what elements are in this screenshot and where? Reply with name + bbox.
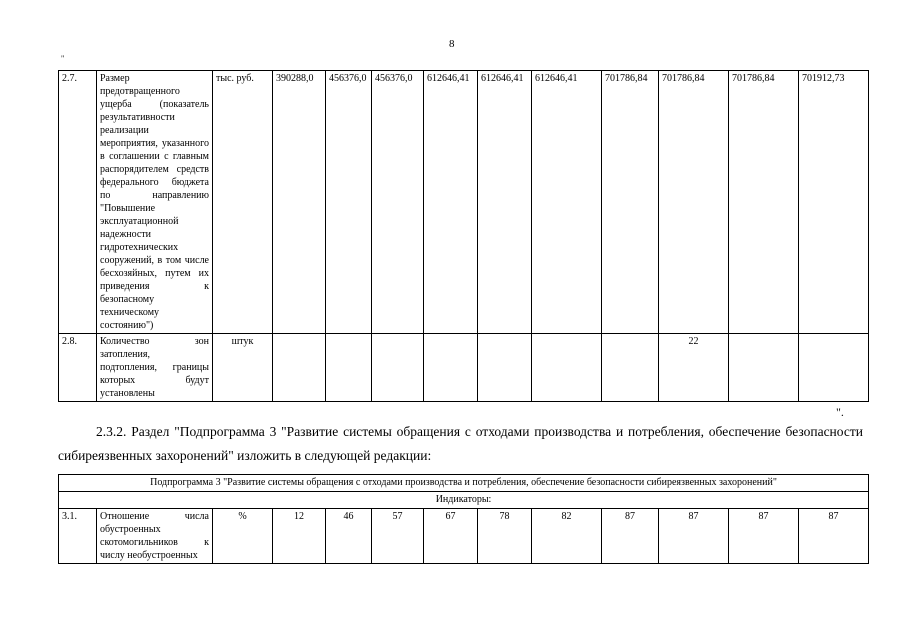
amendment-paragraph: 2.3.2. Раздел "Подпрограмма 3 "Развитие системы обращения с отходами производства и потребления, обеспечение безопасности сибиреязвенных захоронений" изложить в следующей редакции: bbox=[58, 424, 863, 463]
value-cell: 67 bbox=[424, 509, 478, 564]
table-header-row bbox=[59, 475, 869, 492]
value-cell: 701786,84 bbox=[659, 71, 729, 334]
unit-cell: % bbox=[213, 509, 273, 564]
value-cell: 87 bbox=[659, 509, 729, 564]
indicator-name: Отношение числа обустроенных скотомогильников к числу необустроенных bbox=[97, 509, 213, 564]
value-cell bbox=[602, 334, 659, 402]
value-cell bbox=[273, 334, 326, 402]
value-cell: 87 bbox=[729, 509, 799, 564]
indicators-heading: Индикаторы: bbox=[59, 492, 869, 509]
value-cell: 87 bbox=[602, 509, 659, 564]
value-cell bbox=[326, 334, 372, 402]
value-cell: 82 bbox=[532, 509, 602, 564]
value-cell bbox=[424, 334, 478, 402]
value-cell: 701786,84 bbox=[729, 71, 799, 334]
table-header-row bbox=[59, 492, 869, 509]
subprogram-3-table bbox=[58, 474, 869, 564]
row-number: 3.1. bbox=[59, 509, 97, 564]
row-number: 2.7. bbox=[59, 71, 97, 334]
opening-quote: " bbox=[61, 54, 65, 63]
indicator-name: Размер предотвращенного ущерба (показатель результативности реализации мероприятия, указанного в соглашении с главным распорядителем средств федерального бюджета по направлению "Повышение эксплуатационной надежности гидротехнических сооружений, в том числе бесхозяйных, путем их приведения к безопасному техническому состоянию") bbox=[97, 71, 213, 334]
unit-cell: тыс. руб. bbox=[213, 71, 273, 334]
table-row bbox=[59, 509, 869, 564]
value-cell: 612646,41 bbox=[478, 71, 532, 334]
table-row bbox=[59, 71, 869, 334]
value-cell bbox=[372, 334, 424, 402]
closing-quote: ". bbox=[836, 405, 844, 419]
subprogram-title: Подпрограмма 3 "Развитие системы обращения с отходами производства и потребления, обеспечение безопасности сибиреязвенных захоронений" bbox=[59, 475, 869, 492]
page-number: 8 bbox=[449, 38, 455, 50]
unit-cell: штук bbox=[213, 334, 273, 402]
value-cell: 701786,84 bbox=[602, 71, 659, 334]
value-cell: 78 bbox=[478, 509, 532, 564]
row-number: 2.8. bbox=[59, 334, 97, 402]
indicators-table-continued bbox=[58, 70, 869, 402]
value-cell bbox=[478, 334, 532, 402]
value-cell: 12 bbox=[273, 509, 326, 564]
value-cell bbox=[799, 334, 869, 402]
table-row bbox=[59, 334, 869, 402]
value-cell: 57 bbox=[372, 509, 424, 564]
indicator-name: Количество зон затопления, подтопления, границы которых будут установлены bbox=[97, 334, 213, 402]
value-cell: 456376,0 bbox=[326, 71, 372, 334]
value-cell bbox=[729, 334, 799, 402]
value-cell: 456376,0 bbox=[372, 71, 424, 334]
value-cell bbox=[532, 334, 602, 402]
value-cell: 701912,73 bbox=[799, 71, 869, 334]
value-cell: 46 bbox=[326, 509, 372, 564]
value-cell: 612646,41 bbox=[424, 71, 478, 334]
value-cell: 390288,0 bbox=[273, 71, 326, 334]
value-cell: 612646,41 bbox=[532, 71, 602, 334]
value-cell: 87 bbox=[799, 509, 869, 564]
value-cell: 22 bbox=[659, 334, 729, 402]
